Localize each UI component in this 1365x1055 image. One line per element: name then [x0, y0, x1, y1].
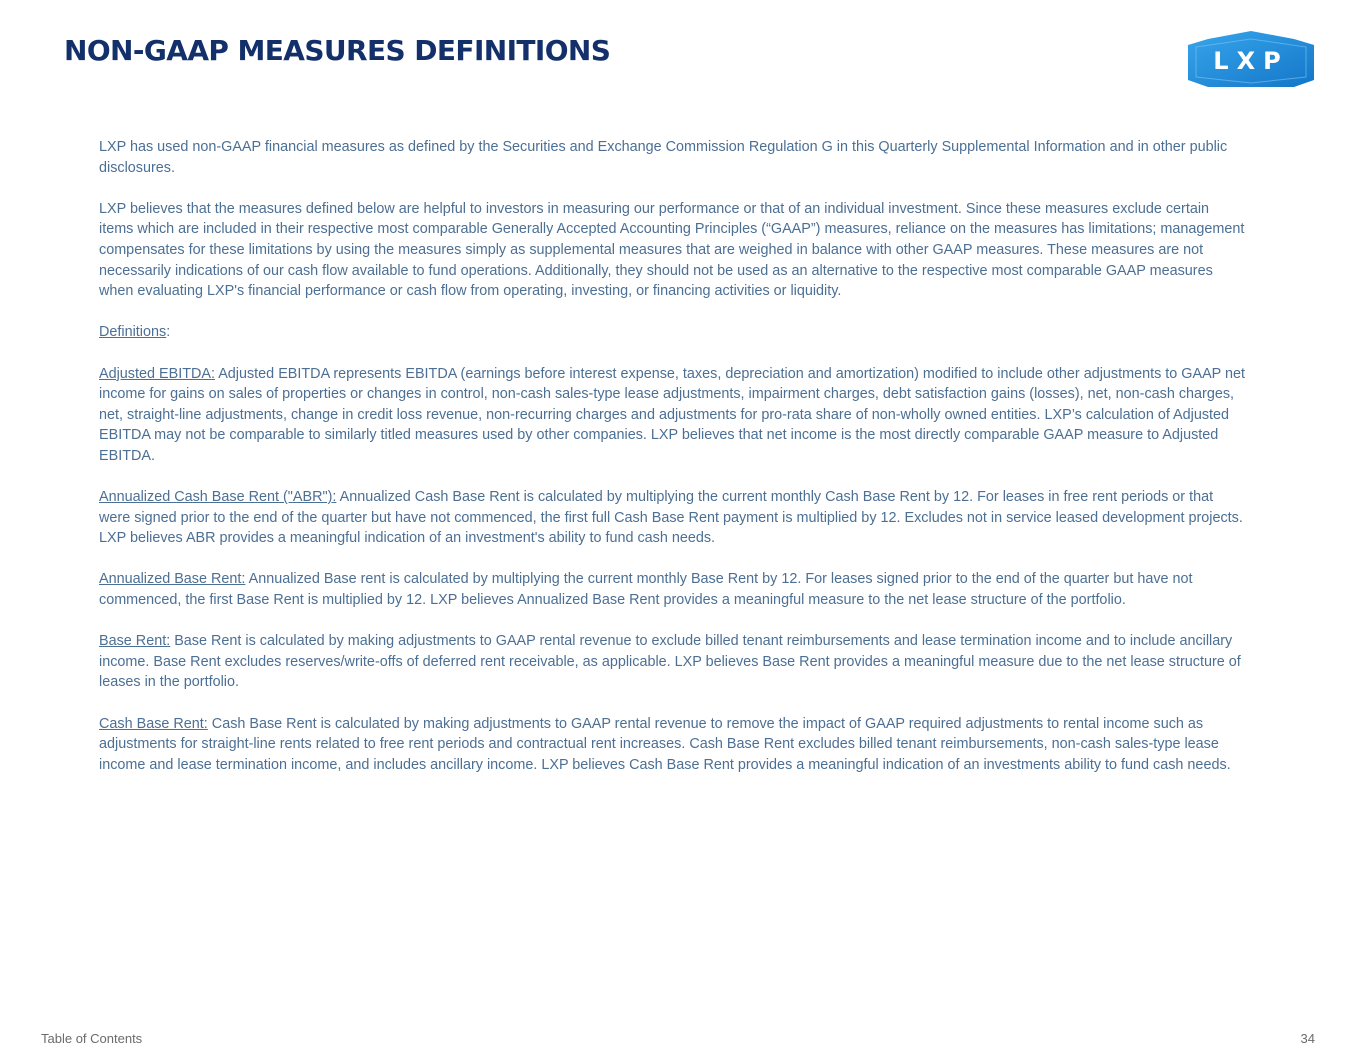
- definition-cash-base-rent: [99, 714, 1245, 776]
- table-of-contents-link[interactable]: Table of Contents: [41, 1031, 143, 1046]
- definition-text: Annualized Base rent is calculated by multiplying the current monthly Base Rent by 12. For leases signed prior to the end of the quarter but have not commenced, the first Base Rent is multiplied by 12. LXP believes Annualized Base Rent provides a meaningful measure to the net lease structure of the portfolio.: [99, 571, 1193, 609]
- definitions-heading-colon: :: [166, 324, 171, 341]
- page-title: NON-GAAP MEASURES DEFINITIONS: [64, 34, 611, 67]
- definition-adjusted-ebitda: [99, 364, 1245, 467]
- definition-annualized-cash-base-rent: [99, 487, 1245, 549]
- definition-term: Base Rent:: [99, 633, 171, 650]
- definitions-heading-label: Definitions: [99, 324, 167, 341]
- definitions-heading: [99, 322, 1245, 343]
- logo-text: LXP: [1213, 47, 1289, 75]
- definition-text: Annualized Cash Base Rent is calculated by multiplying the current monthly Cash Base Rent by 12. For leases in free rent periods or that were signed prior to the end of the quarter but have not commenced, the first full Cash Base Rent payment is multiplied by 12. Excludes not in service leased development projects. LXP believes ABR provides a meaningful indication of an investment's ability to fund cash needs.: [99, 489, 1243, 547]
- intro-paragraph-2: LXP believes that the measures defined below are helpful to investors in measuring our performance or that of an individual investment. Since these measures exclude certain items which are included in their respective most comparable Generally Accepted Accounting Principles (“GAAP”) measures, reliance on the measures has limitations; management compensates for these limitations by using the measures simply as supplemental measures that are weighed in balance with other GAAP measures. These measures are not necessarily indications of our cash flow available to fund operations. Additionally, they should not be used as an alternative to the respective most comparable GAAP measures when evaluating LXP's financial performance or cash flow from operating, investing, or financing activities or liquidity.: [99, 200, 1245, 300]
- definition-term: Adjusted EBITDA:: [99, 365, 215, 382]
- definition-text: Cash Base Rent is calculated by making adjustments to GAAP rental revenue to remove the impact of GAAP required adjustments to rental income such as adjustments for straight-line rents related to free rent periods and contractual rent increases. Cash Base Rent excludes billed tenant reimbursements, non-cash sales-type lease income and lease termination income, and includes ancillary income. LXP believes Cash Base Rent provides a meaningful indication of an investments ability to fund cash needs.: [99, 715, 1231, 773]
- definition-term: Cash Base Rent:: [99, 715, 208, 732]
- definition-term: Annualized Cash Base Rent ("ABR"):: [99, 489, 337, 506]
- definition-text: Adjusted EBITDA represents EBITDA (earnings before interest expense, taxes, depreciation and amortization) modified to include other adjustments to GAAP net income for gains on sales of properties or changes in control, non-cash sales-type lease adjustments, impairment charges, debt satisfaction gains (losses), net, non-cash charges, net, straight-line adjustments, change in credit loss revenue, non-recurring charges and adjustments for pro-rata share of non-wholly owned entities. LXP’s calculation of Adjusted EBITDA may not be comparable to similarly titled measures used by other companies. LXP believes that net income is the most directly comparable GAAP measure to Adjusted EBITDA.: [99, 365, 1246, 464]
- page-number: 34: [1300, 1031, 1315, 1046]
- definition-base-rent: [99, 631, 1245, 693]
- lxp-logo: [1188, 30, 1314, 88]
- definitions-body: [99, 137, 1245, 796]
- definition-annualized-base-rent: [99, 569, 1245, 610]
- definition-term: Annualized Base Rent:: [99, 571, 246, 588]
- definition-text: Base Rent is calculated by making adjustments to GAAP rental revenue to exclude billed tenant reimbursements and lease termination income and to include ancillary income. Base Rent excludes reserves/write-offs of deferred rent receivable, as applicable. LXP believes Base Rent provides a meaningful measure due to the net lease structure of leases in the portfolio.: [99, 633, 1241, 691]
- intro-paragraph-1: LXP has used non-GAAP financial measures as defined by the Securities and Exchange Commission Regulation G in this Quarterly Supplemental Information and in other public disclosures.: [99, 139, 1228, 176]
